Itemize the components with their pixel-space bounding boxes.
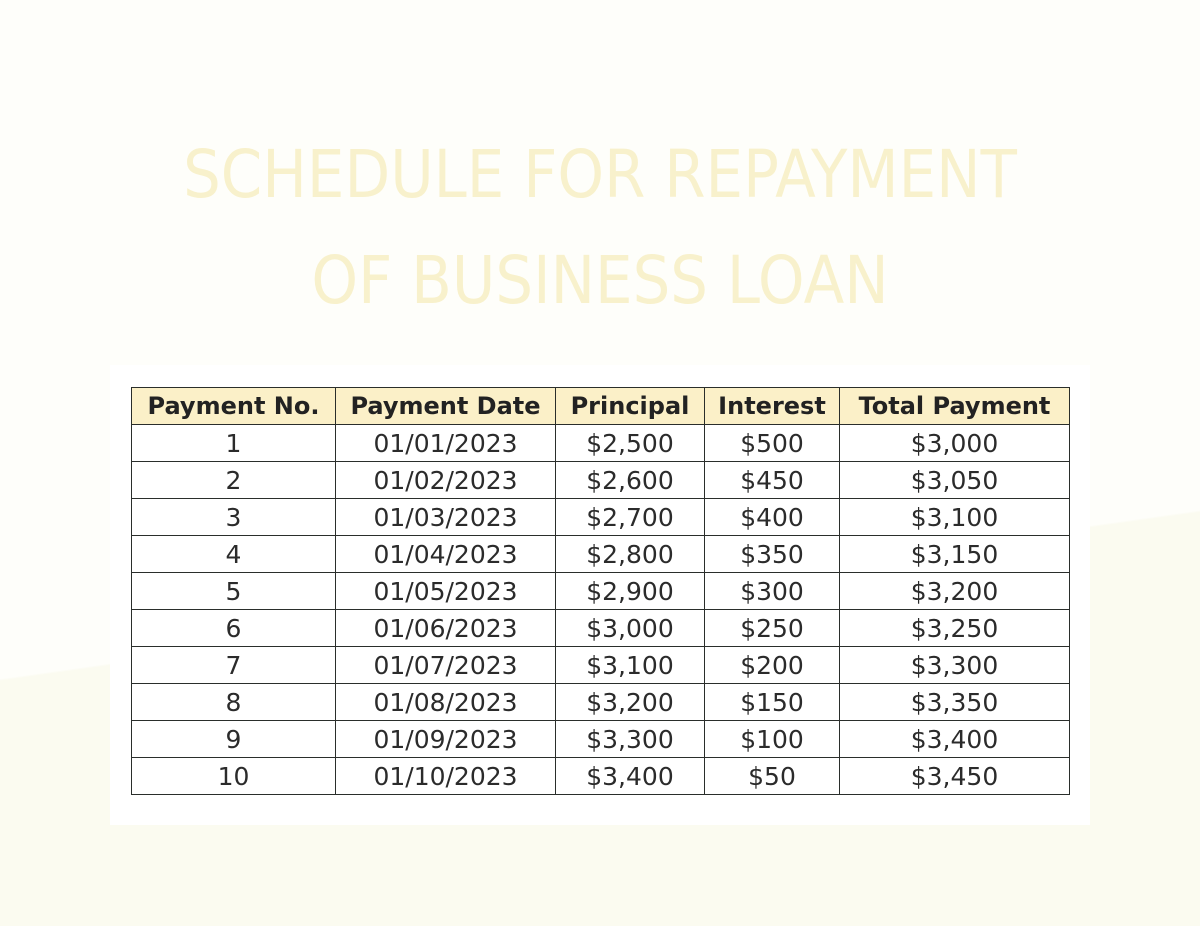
table-row [132, 758, 1070, 795]
table-row [132, 721, 1070, 758]
cell-payment-date: 01/05/2023 [336, 573, 556, 610]
cell-total-payment: $3,450 [840, 758, 1070, 795]
table-row [132, 499, 1070, 536]
cell-total-payment: $3,200 [840, 573, 1070, 610]
cell-total-payment: $3,300 [840, 647, 1070, 684]
cell-interest: $350 [705, 536, 840, 573]
cell-payment-date: 01/02/2023 [336, 462, 556, 499]
cell-payment-no: 5 [132, 573, 336, 610]
cell-interest: $400 [705, 499, 840, 536]
cell-payment-date: 01/06/2023 [336, 610, 556, 647]
cell-total-payment: $3,250 [840, 610, 1070, 647]
title-line-1: SCHEDULE FOR REPAYMENT [183, 136, 1017, 213]
cell-interest: $500 [705, 425, 840, 462]
table-row [132, 610, 1070, 647]
header-payment-no: Payment No. [132, 388, 336, 425]
cell-principal: $2,600 [556, 462, 705, 499]
cell-principal: $3,100 [556, 647, 705, 684]
cell-payment-no: 4 [132, 536, 336, 573]
cell-principal: $3,200 [556, 684, 705, 721]
cell-total-payment: $3,000 [840, 425, 1070, 462]
cell-total-payment: $3,400 [840, 721, 1070, 758]
table-row [132, 573, 1070, 610]
table-card [110, 365, 1090, 825]
header-total-payment: Total Payment [840, 388, 1070, 425]
cell-principal: $3,400 [556, 758, 705, 795]
table-row [132, 536, 1070, 573]
cell-interest: $300 [705, 573, 840, 610]
repayment-schedule-table [131, 387, 1070, 795]
cell-total-payment: $3,350 [840, 684, 1070, 721]
cell-principal: $2,700 [556, 499, 705, 536]
cell-payment-no: 6 [132, 610, 336, 647]
cell-principal: $2,500 [556, 425, 705, 462]
cell-payment-no: 1 [132, 425, 336, 462]
cell-payment-date: 01/09/2023 [336, 721, 556, 758]
cell-payment-date: 01/01/2023 [336, 425, 556, 462]
table-header-row [132, 388, 1070, 425]
cell-payment-date: 01/03/2023 [336, 499, 556, 536]
table-row [132, 462, 1070, 499]
table-row [132, 647, 1070, 684]
cell-interest: $150 [705, 684, 840, 721]
table-row [132, 684, 1070, 721]
header-principal: Principal [556, 388, 705, 425]
table-row [132, 425, 1070, 462]
cell-total-payment: $3,150 [840, 536, 1070, 573]
cell-total-payment: $3,050 [840, 462, 1070, 499]
cell-interest: $450 [705, 462, 840, 499]
cell-interest: $250 [705, 610, 840, 647]
cell-principal: $3,000 [556, 610, 705, 647]
header-interest: Interest [705, 388, 840, 425]
cell-payment-no: 9 [132, 721, 336, 758]
cell-payment-no: 7 [132, 647, 336, 684]
cell-payment-date: 01/08/2023 [336, 684, 556, 721]
cell-payment-no: 2 [132, 462, 336, 499]
header-payment-date: Payment Date [336, 388, 556, 425]
cell-total-payment: $3,100 [840, 499, 1070, 536]
cell-interest: $200 [705, 647, 840, 684]
cell-payment-date: 01/10/2023 [336, 758, 556, 795]
cell-payment-no: 8 [132, 684, 336, 721]
page-title [60, 122, 1140, 334]
cell-principal: $2,900 [556, 573, 705, 610]
cell-payment-date: 01/04/2023 [336, 536, 556, 573]
cell-interest: $50 [705, 758, 840, 795]
cell-principal: $2,800 [556, 536, 705, 573]
cell-interest: $100 [705, 721, 840, 758]
cell-payment-no: 3 [132, 499, 336, 536]
cell-payment-no: 10 [132, 758, 336, 795]
cell-payment-date: 01/07/2023 [336, 647, 556, 684]
cell-principal: $3,300 [556, 721, 705, 758]
title-line-2: OF BUSINESS LOAN [311, 242, 889, 319]
